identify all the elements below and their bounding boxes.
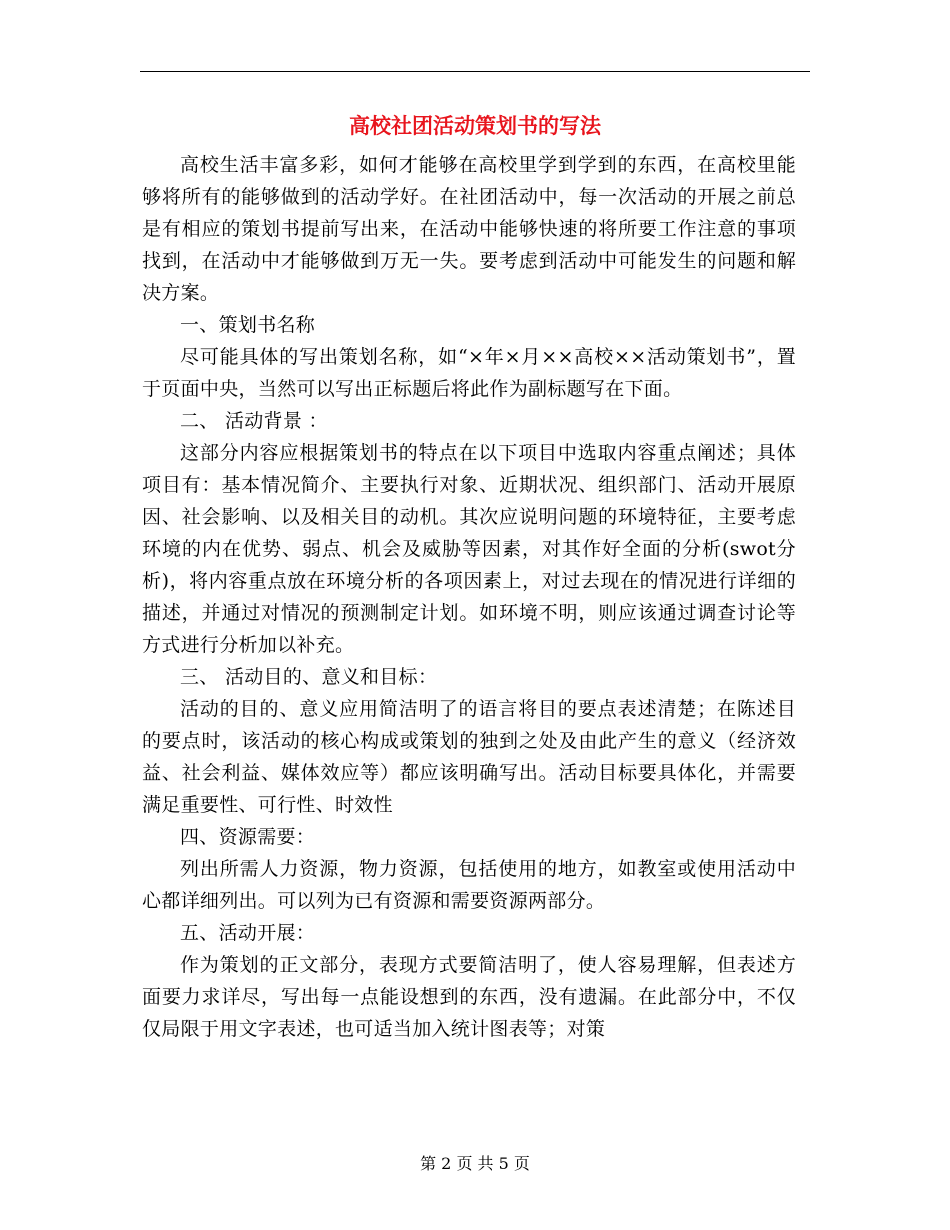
section-heading-name: 一、策划书名称 bbox=[180, 314, 316, 336]
page-number: 第 2 页 共 5 页 bbox=[420, 1154, 530, 1173]
section-heading-activity: 五、活动开展： bbox=[180, 922, 316, 944]
section-paragraph-purpose: 活动的目的、意义应用简洁明了的语言将目的要点表述清楚；在陈述目的要点时，该活动的核心构成或策划的独到之处及由此产生的意义（经济效益、社会利益、媒体效应等）都应该明确写出。活动目标要具体化，并需要满足重要性、可行性、时效性 bbox=[142, 698, 796, 816]
document-title: 高校社团活动策划书的写法 bbox=[349, 113, 601, 138]
section-heading-purpose: 三、 活动目的、意义和目标： bbox=[180, 666, 438, 688]
section-paragraph-background: 这部分内容应根据策划书的特点在以下项目中选取内容重点阐述；具体项目有：基本情况简介、主要执行对象、近期状况、组织部门、活动开展原因、社会影响、以及相关目的动机。其次应说明问题的环境特征，主要考虑环境的内在优势、弱点、机会及威胁等因素，对其作好全面的分析(swot分析)，将内容重点放在环境分析的各项因素上，对过去现在的情况进行详细的描述，并通过对情况的预测制定计划。如环境不明，则应该通过调查讨论等方式进行分析加以补充。 bbox=[142, 442, 796, 656]
section-paragraph-activity: 作为策划的正文部分，表现方式要简洁明了，使人容易理解，但表述方面要力求详尽，写出每一点能设想到的东西，没有遗漏。在此部分中，不仅仅局限于用文字表述，也可适当加入统计图表等；对策 bbox=[142, 954, 796, 1040]
section-paragraph-name: 尽可能具体的写出策划名称，如“×年×月××高校××活动策划书”，置于页面中央，当然可以写出正标题后将此作为副标题写在下面。 bbox=[142, 346, 796, 400]
section-paragraph-resources: 列出所需人力资源，物力资源，包括使用的地方，如教室或使用活动中心都详细列出。可以列为已有资源和需要资源两部分。 bbox=[142, 858, 796, 912]
intro-paragraph: 高校生活丰富多彩，如何才能够在高校里学到学到的东西，在高校里能够将所有的能够做到的活动学好。在社团活动中，每一次活动的开展之前总是有相应的策划书提前写出来，在活动中能够快速的将所要工作注意的事项找到，在活动中才能够做到万无一失。要考虑到活动中可能发生的问题和解决方案。 bbox=[142, 154, 796, 304]
section-heading-resources: 四、资源需要： bbox=[180, 826, 316, 848]
header-rule bbox=[140, 71, 810, 72]
document-body bbox=[142, 149, 796, 1045]
section-heading-background: 二、 活动背景 ： bbox=[180, 410, 328, 432]
